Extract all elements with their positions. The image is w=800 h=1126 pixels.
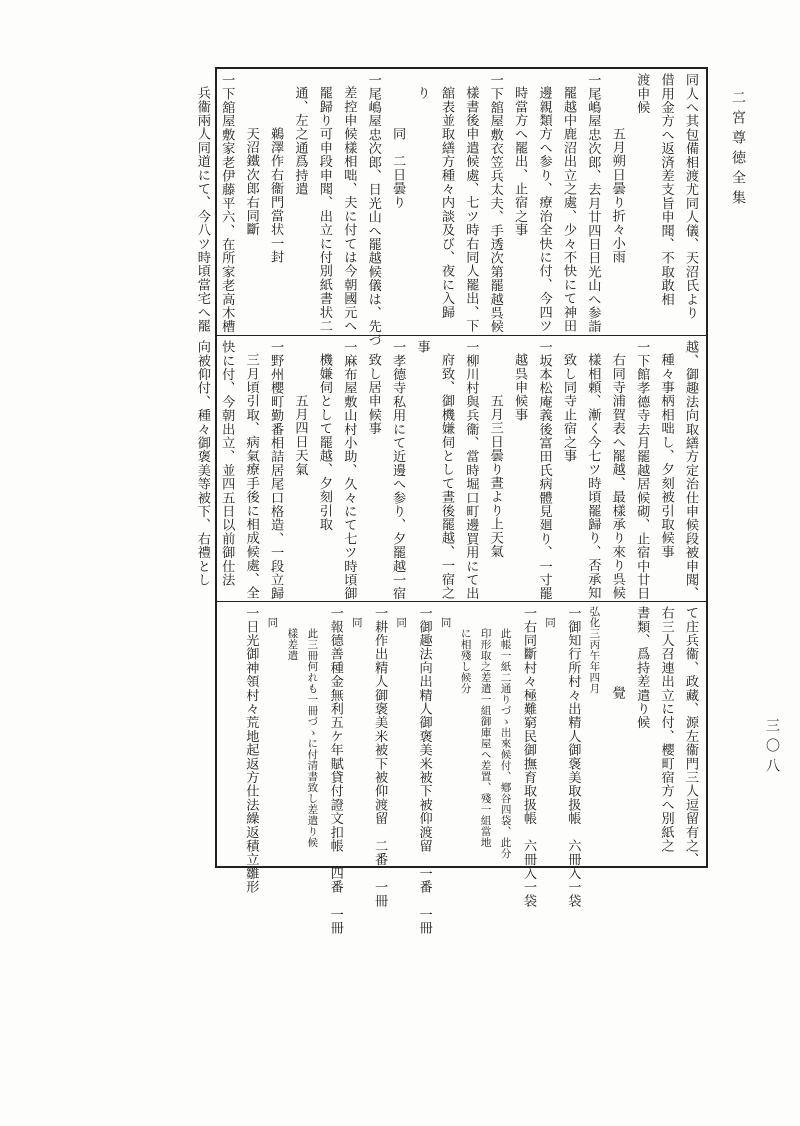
text-column: 兵衞兩人同道にて、今八ツ時頃當宅へ罷 [194, 86, 210, 333]
ledger-note: 樣差遣 [286, 616, 299, 661]
date-heading: 五月朔日曇り折々小雨 [609, 112, 625, 264]
text-column: 一尾嶋屋忠次郎、日光山へ罷越候儀は、先づ [365, 73, 381, 347]
text-column: 借用金方へ返済差支旨申聞、不取敢相 [658, 73, 674, 306]
text-column: 天沼鐵次郎右同斷 [243, 112, 259, 236]
ledger-note: 此三冊何れも一冊づゝに付清書致し差遣り候 [306, 616, 319, 848]
ditto-mark: 同 [543, 606, 556, 628]
text-column: 罷越中鹿沼出立之處、少々不快にて神田 [560, 86, 576, 333]
text-band-top [194, 69, 706, 347]
ledger-note: 印形取之差遣一組御庫屋へ差置、殘一組當地 [479, 616, 492, 848]
text-column: 右同寺浦賀表へ罷越、最樣承り來り呉候 [609, 353, 625, 600]
ledger-entry: 一耕作出精人御褒美米被下被仰渡留 二番 一冊 [372, 606, 388, 908]
running-title: 二宮尊徳全集 [730, 90, 746, 210]
ledger-note: 此帳一紙二通りづゝ出來候付、鄕谷四袋、此分 [499, 616, 512, 859]
text-column: 機嫌伺として罷越、夕刻引取 [316, 353, 332, 532]
text-column: 一孝德寺私用にて近邊へ参り、夕罷越一宿 [390, 340, 406, 601]
text-column: 鵜澤作右衞門當状一封 [268, 112, 284, 264]
text-band-bottom [217, 601, 706, 935]
text-column: 一麻布屋敷山村小助、久々にて七ツ時頃御 [341, 340, 357, 601]
text-column: 越呉申候事 [512, 353, 528, 422]
ditto-mark: 同 [439, 606, 452, 628]
ledger-note: に相殘し候分 [459, 616, 472, 694]
text-column: 同人へ其包備相渡尤同人儀、天沼氏より [683, 73, 698, 320]
text-column: 書類、爲持差遣り候 [634, 606, 650, 730]
ditto-mark: 同 [395, 606, 408, 628]
text-column: 一尾嶋屋忠次郎、去月廿四日日光山へ参詣 [585, 73, 601, 334]
text-column: 一柳川村與兵衞、當時堀口町邊買用にて出 [463, 340, 479, 601]
ditto-mark: 同 [266, 606, 279, 628]
text-column: り [414, 86, 430, 100]
date-heading: 同 二日曇り [390, 112, 406, 209]
page-number: 三〇八 [764, 718, 780, 778]
ledger-entry: 一御趣法向出精人御褒美米被下被仰渡留 一番 一冊 [416, 606, 432, 935]
text-column: 時當方へ罷出、止宿之事 [512, 86, 528, 237]
ditto-mark: 同 [350, 606, 363, 628]
memo-heading: 覺 [609, 672, 625, 700]
text-column: て庄兵衞、政藏、源左衞門三人逗留有之、 [683, 606, 698, 867]
text-column: 向被仰付、種々御褒美等被下、右禮とし [194, 340, 210, 587]
text-column: 樣相頼、漸く今七ツ時頃罷歸り、否承知 [585, 353, 601, 600]
text-column: 致し居申候事 [365, 353, 381, 436]
text-column: 一下舘屋敷衣笠兵太夫、手透次第罷越呉候 [487, 73, 503, 334]
text-column: 致し同寺止宿之事 [560, 353, 576, 463]
ledger-entry: 一御知行所村々出精人御褒美取扱帳 六冊入一袋 [565, 606, 581, 908]
text-column: 種々事柄相咄し、夕刻被引取候事 [658, 353, 674, 559]
text-column: 府致、御機嫌伺として晝後罷越、一宿之 [438, 353, 454, 600]
column-group-middle [194, 340, 702, 601]
text-column: 樣書後申遣候處、七ツ時右同人罷出、下 [463, 86, 479, 333]
text-column: 一野州櫻町勤番相詰居尾口格造、一段立歸 [268, 340, 284, 601]
date-heading: 五月四日天氣 [292, 379, 308, 476]
text-column: 事 [414, 340, 430, 354]
text-column: 舘表並取繕方種々内談及び、夜に入歸 [438, 86, 454, 320]
text-column: 一下館孝德寺去月罷越居候砌、止宿中廿日 [634, 340, 650, 601]
column-group-bottom [221, 606, 702, 935]
text-column: 渡申候 [634, 73, 650, 115]
ledger-entry: 一日光御神領村々荒地起返方仕法繰返積立雛形 [243, 606, 259, 894]
text-column: 通、左之通爲持遣 [292, 86, 308, 196]
text-column: 一坂本松庵義後富田氏病體見廻り、一寸罷 [536, 340, 552, 601]
date-heading: 五月三日曇り晝より上天氣 [487, 379, 503, 558]
text-column: 一下舘屋敷家老伊藤平六、在所家老高木槽 [219, 73, 235, 334]
text-column: 邊親類方へ参り、療治全快に付、今四ツ [536, 86, 552, 333]
column-group-top [194, 73, 702, 347]
text-column: 越、御趣法向取繕方定治仕申候段被申聞、 [683, 340, 698, 601]
ledger-entry: 一報德善種金無利五ケ年賦貸付證文扣帳 四番 一冊 [327, 606, 343, 935]
text-band-middle [194, 335, 706, 601]
ledger-entry: 一右同斷村々極難窮民御撫育取扱帳 六冊入一袋 [520, 606, 536, 908]
page-frame [194, 67, 708, 935]
text-column: 罷歸り可申段申聞、出立に付別紙書状二 [316, 86, 332, 333]
text-column: 快に付、今朝出立、並四五日以前御仕法 [219, 340, 235, 587]
text-column: 右三人召連出立に付、櫻町宿方へ別紙之 [658, 606, 674, 853]
text-column: 三月頃引取、病氣療手後に相成候處、全 [243, 353, 259, 600]
date-line: 弘化三丙午年四月 [588, 606, 601, 694]
text-column: 差控申候樣相咄、夫に付ては今朝國元へ [341, 86, 357, 333]
